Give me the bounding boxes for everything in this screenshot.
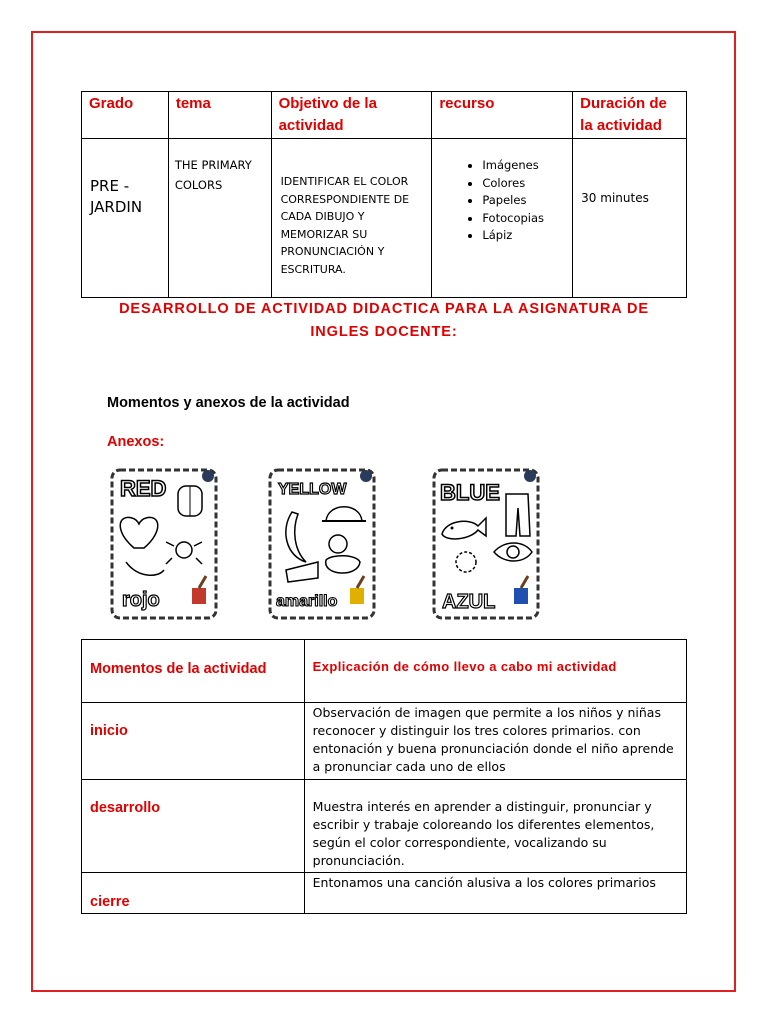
list-item: • Papeles (482, 192, 572, 210)
recurso-cell (432, 139, 573, 298)
moment-name: desarrollo (82, 780, 305, 873)
table-header-row (82, 640, 687, 703)
table-row (82, 780, 687, 873)
grado-value: PRE -JARDIN (82, 139, 169, 298)
list-item: • Imágenes (482, 157, 572, 175)
table-row (82, 873, 687, 914)
header-duracion: Duración de la actividad (573, 92, 687, 139)
list-item: • Fotocopias (482, 210, 572, 228)
list-item: • Colores (482, 175, 572, 193)
worksheet-spanish: amarillo (276, 593, 338, 610)
header-momentos: Momentos de la actividad (82, 640, 305, 703)
worksheet-word: RED (120, 476, 167, 501)
moment-name: cierre (82, 873, 305, 914)
list-item: • Lápiz (482, 227, 572, 245)
header-grado: Grado (82, 92, 169, 139)
objetivo-value: IDENTIFICAR EL COLOR CORRESPONDIENTE DE CADA DIBUJO Y MEMORIZAR SU PRONUNCIACIÓN Y ESCRITURA. (271, 139, 432, 298)
worksheet-red-illustration (108, 466, 220, 622)
worksheet-word: BLUE (440, 480, 500, 505)
table-row (82, 703, 687, 780)
header-recurso: recurso (432, 92, 573, 139)
anexos-label: Anexos: (107, 434, 165, 450)
page-title: DESARROLLO DE ACTIVIDAD DIDACTICA PARA LA ASIGNATURA DE INGLES DOCENTE: (119, 301, 649, 340)
duracion-value: 30 minutes (573, 139, 687, 298)
header-explicacion: Explicación de cómo llevo a cabo mi actividad (304, 640, 686, 703)
table-header-row (82, 92, 687, 139)
worksheet-blue-illustration (430, 466, 542, 622)
header-tema: tema (168, 92, 271, 139)
recurso-list (432, 157, 572, 245)
table-row (82, 139, 687, 298)
tema-value: THE PRIMARY COLORS (168, 139, 271, 298)
moments-table (81, 639, 687, 914)
activity-info-table (81, 91, 687, 298)
worksheet-yellow-illustration (266, 466, 378, 622)
worksheet-yellow (266, 466, 378, 622)
worksheet-word: YELLOW (278, 481, 347, 498)
worksheet-spanish: rojo (122, 589, 160, 611)
moment-text: Observación de imagen que permite a los niños y niñas reconocer y distinguir los tres colores primarios. con entonación y buena pronunciación donde el niño aprende a pronunciar cada uno de ellos (304, 703, 686, 780)
moment-text: Entonamos una canción alusiva a los colores primarios (304, 873, 686, 914)
worksheet-red (108, 466, 220, 622)
momentos-heading: Momentos y anexos de la actividad (107, 395, 350, 411)
moment-text: Muestra interés en aprender a distinguir, pronunciar y escribir y trabaje coloreando los diferentes elementos, según el color correspondiente, vocalizando su pronunciación. (304, 780, 686, 873)
header-objetivo: Objetivo de la actividad (271, 92, 432, 139)
worksheet-blue (430, 466, 542, 622)
worksheet-spanish: AZUL (442, 591, 496, 613)
moment-name: inicio (82, 703, 305, 780)
